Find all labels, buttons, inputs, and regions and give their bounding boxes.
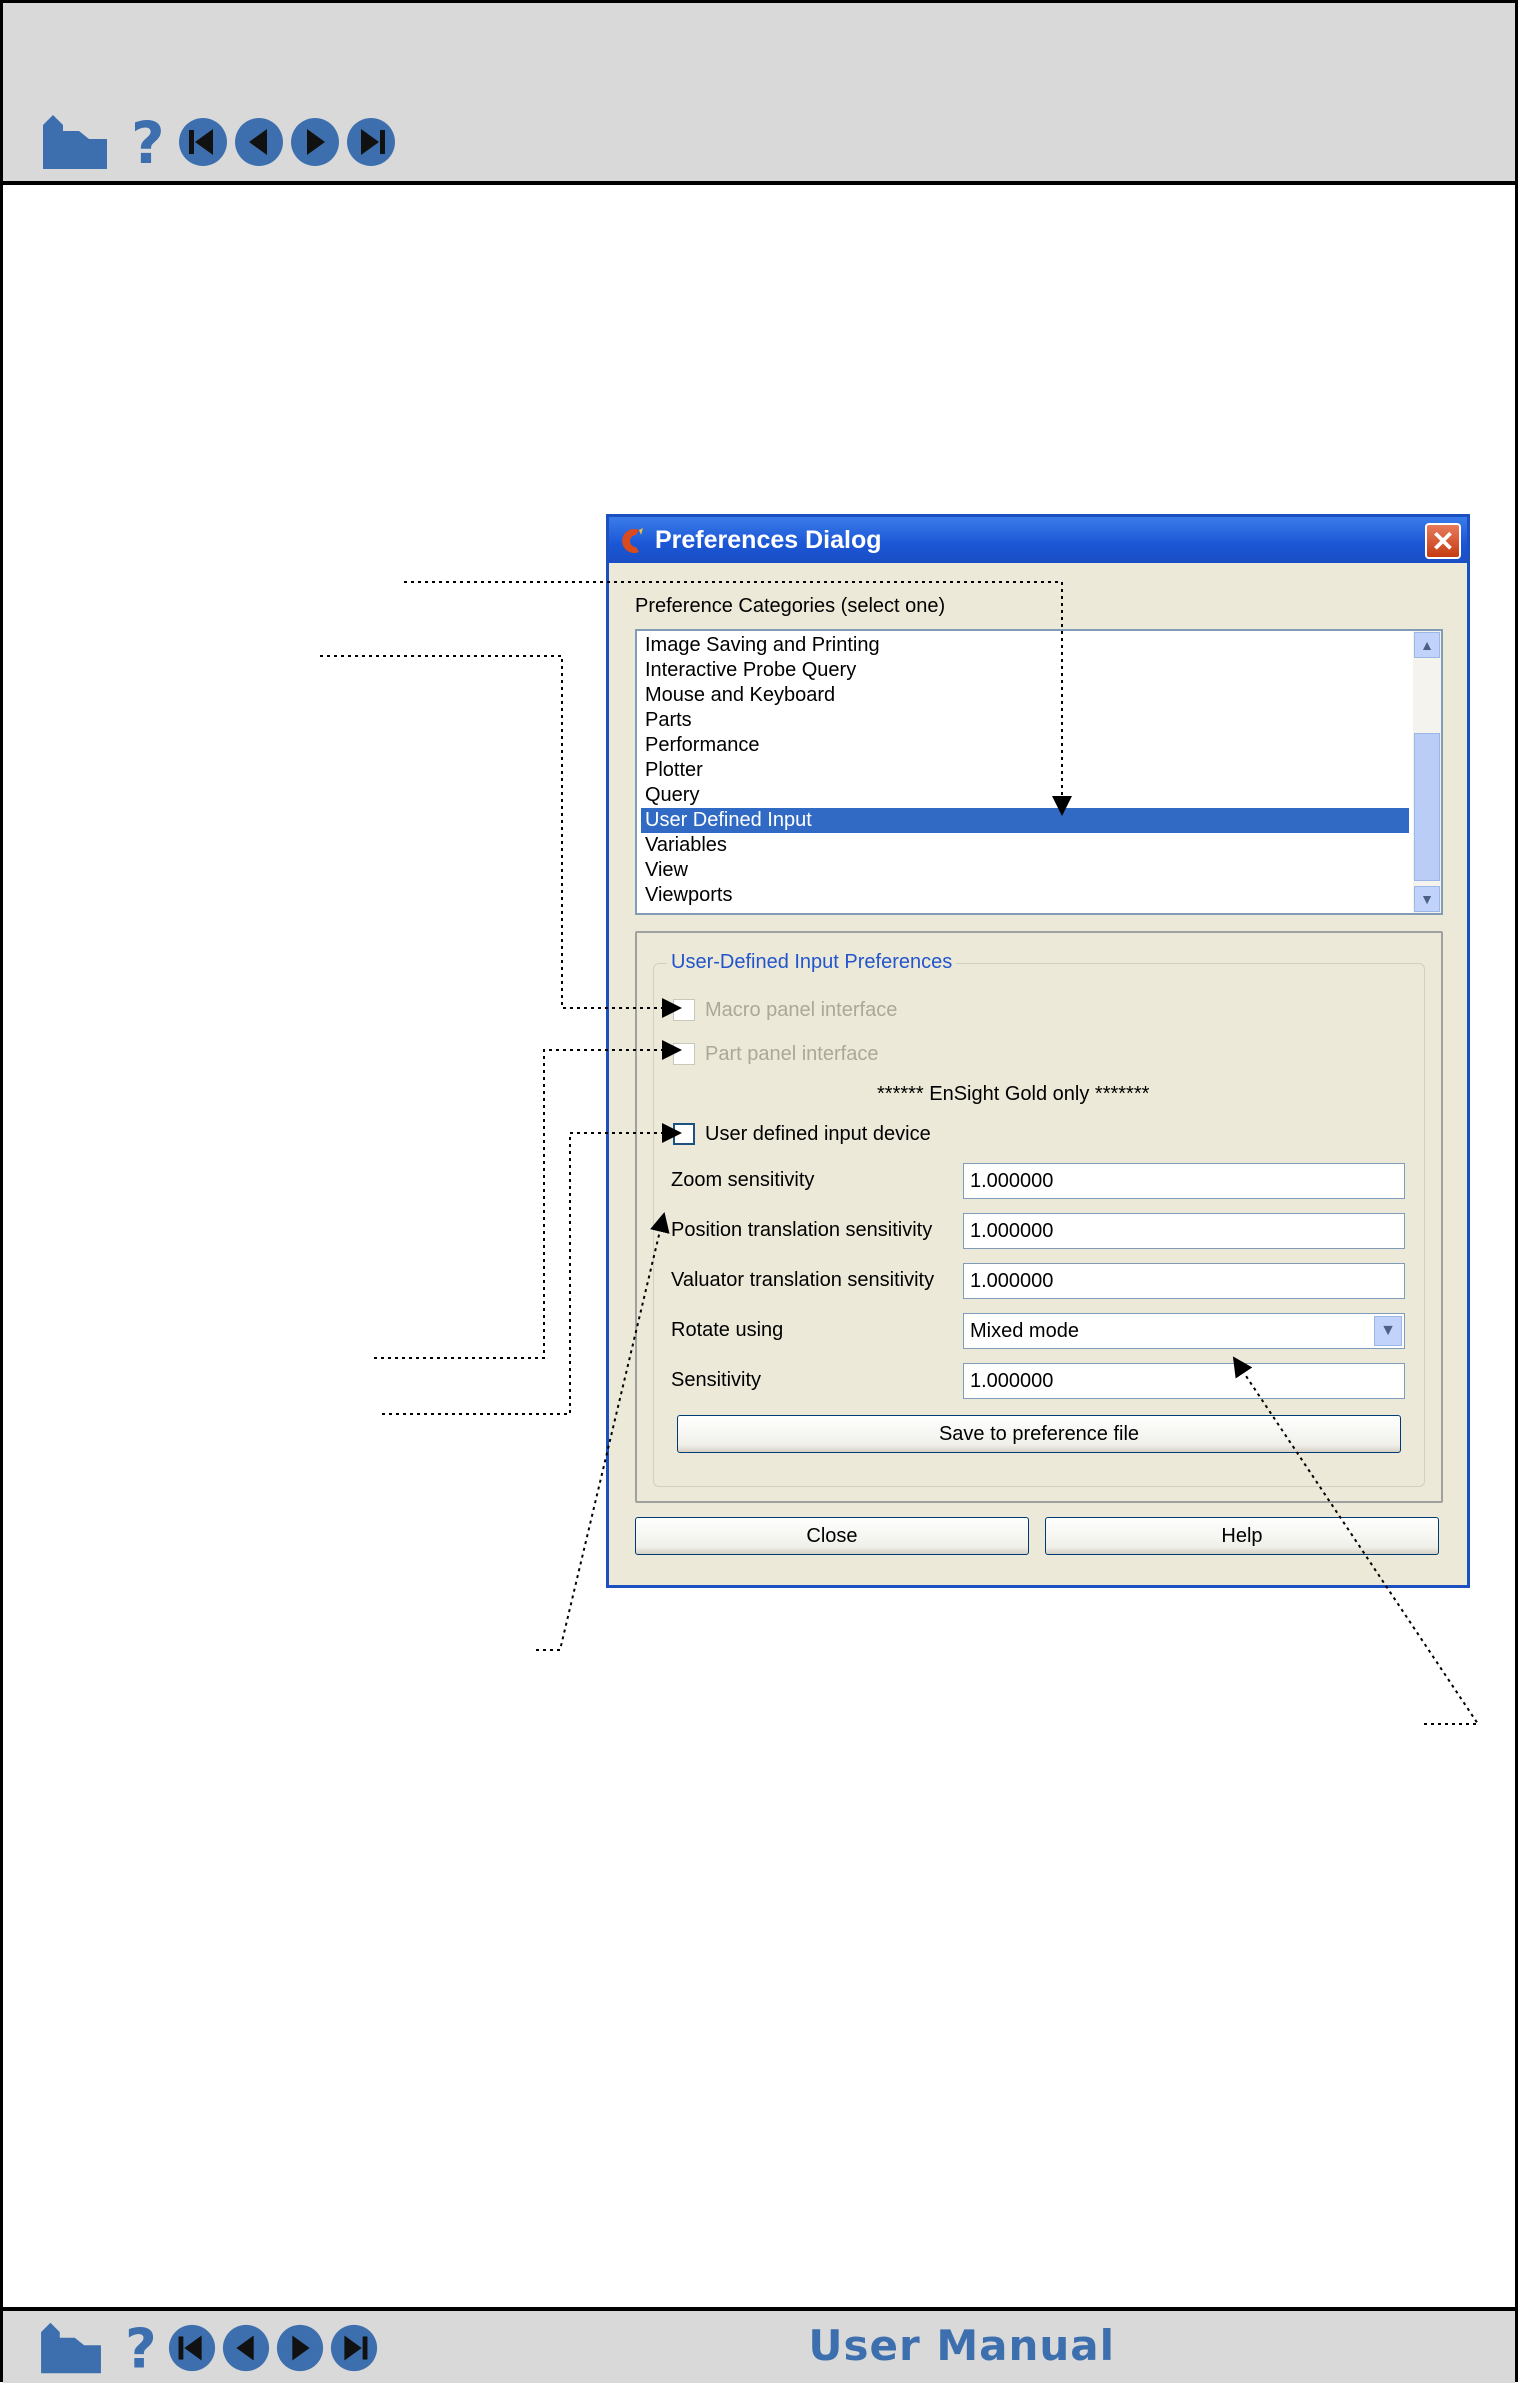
position-translation-label: Position translation sensitivity bbox=[671, 1219, 933, 1241]
save-to-preference-file-button[interactable]: Save to preference file bbox=[677, 1415, 1401, 1453]
list-item[interactable]: Mouse and Keyboard bbox=[645, 684, 836, 706]
svg-text:?: ? bbox=[125, 2319, 157, 2377]
list-item[interactable]: Query bbox=[645, 784, 700, 806]
list-item[interactable]: Variables bbox=[645, 834, 727, 856]
part-panel-label: Part panel interface bbox=[705, 1043, 879, 1065]
user-input-device-label: User defined input device bbox=[705, 1123, 931, 1145]
rotate-using-label: Rotate using bbox=[671, 1319, 784, 1341]
list-item[interactable]: Parts bbox=[645, 709, 692, 731]
valuator-translation-label: Valuator translation sensitivity bbox=[671, 1269, 935, 1291]
macro-panel-label: Macro panel interface bbox=[705, 999, 898, 1021]
callout-line-part-panel bbox=[374, 1050, 680, 1358]
zoom-sensitivity-label: Zoom sensitivity bbox=[671, 1169, 815, 1191]
list-item[interactable]: View bbox=[645, 859, 688, 881]
manual-title: User Manual bbox=[808, 2321, 1115, 2370]
callout-line-sensitivity-fields bbox=[536, 1214, 664, 1650]
help-button[interactable]: Help bbox=[1045, 1517, 1439, 1555]
chevron-down-icon[interactable]: ▼ bbox=[1374, 1316, 1402, 1346]
dialog-title: Preferences Dialog bbox=[655, 526, 882, 554]
sensitivity-label: Sensitivity bbox=[671, 1369, 762, 1391]
ensight-gold-note: ****** EnSight Gold only ******* bbox=[877, 1083, 1150, 1105]
position-translation-input[interactable]: 1.000000 bbox=[963, 1213, 1405, 1249]
callout-line-user-device bbox=[382, 1133, 680, 1414]
close-window-button[interactable]: ✕ bbox=[1425, 523, 1461, 559]
close-button[interactable]: Close bbox=[635, 1517, 1029, 1555]
callout-line-macro-panel bbox=[320, 656, 680, 1008]
list-item-selected[interactable]: User Defined Input bbox=[641, 808, 1409, 833]
scroll-down-icon[interactable]: ▼ bbox=[1414, 886, 1440, 912]
list-item[interactable]: Interactive Probe Query bbox=[645, 659, 857, 681]
zoom-sensitivity-input[interactable]: 1.000000 bbox=[963, 1163, 1405, 1199]
list-item[interactable]: Viewports bbox=[645, 884, 733, 906]
list-item[interactable]: Performance bbox=[645, 734, 760, 756]
categories-label: Preference Categories (select one) bbox=[635, 595, 946, 617]
valuator-translation-input[interactable]: 1.000000 bbox=[963, 1263, 1405, 1299]
callout-line-selected-category bbox=[404, 582, 1062, 814]
list-item[interactable]: Plotter bbox=[645, 759, 703, 781]
svg-text:?: ? bbox=[131, 111, 165, 173]
rotate-using-value: Mixed mode bbox=[970, 1320, 1079, 1342]
sensitivity-input[interactable]: 1.000000 bbox=[963, 1363, 1405, 1399]
group-title: User-Defined Input Preferences bbox=[667, 951, 956, 974]
list-item[interactable]: Image Saving and Printing bbox=[645, 634, 880, 656]
scroll-up-icon[interactable]: ▲ bbox=[1414, 632, 1440, 658]
callout-line-rotate-using bbox=[1234, 1358, 1478, 1724]
